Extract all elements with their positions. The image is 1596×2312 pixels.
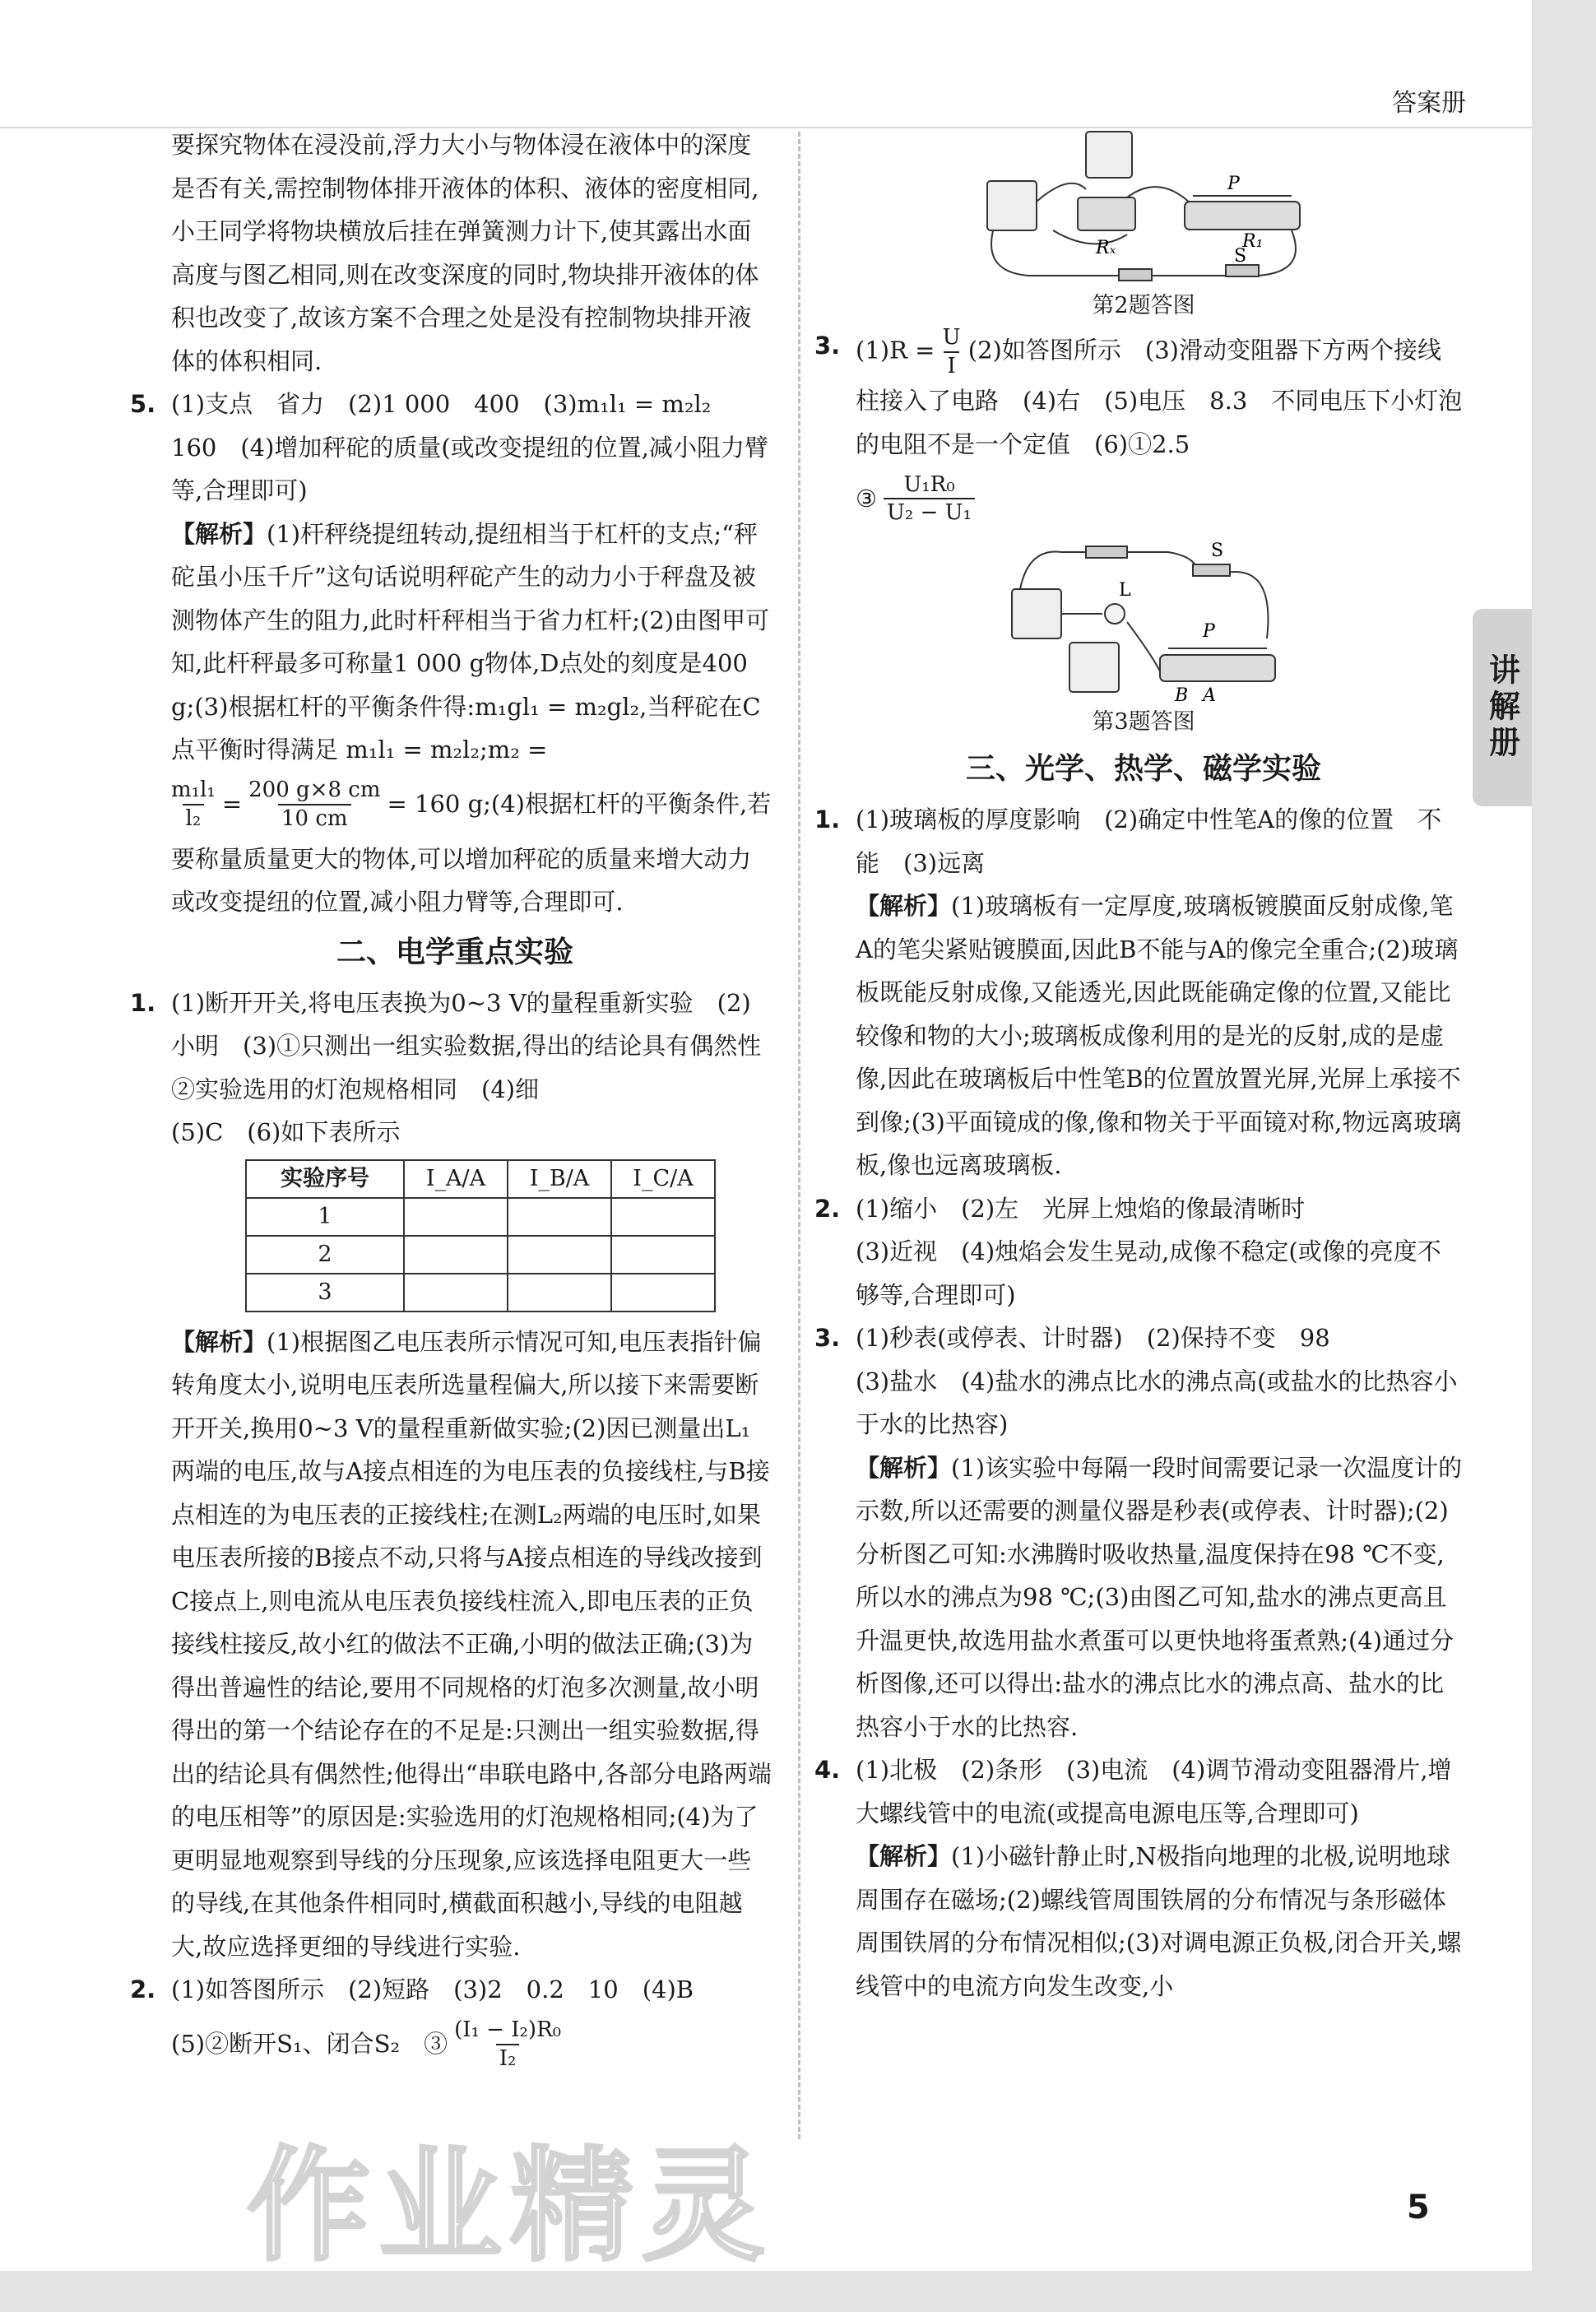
wire	[1127, 552, 1197, 569]
circuit-diagram-3	[995, 532, 1292, 704]
resistor-rx	[1078, 197, 1135, 230]
question-number: 3.	[814, 1324, 841, 1352]
table-cell: 1	[246, 1198, 404, 1236]
table-row	[246, 1274, 715, 1312]
question-5	[130, 383, 772, 924]
ammeter	[1086, 132, 1132, 178]
side-tab[interactable]	[1473, 609, 1532, 806]
wire	[1127, 622, 1160, 671]
question-number: 5.	[130, 390, 156, 418]
battery	[1119, 269, 1152, 281]
header-label: 答案册	[1392, 89, 1466, 118]
numerator: (I₁ − I₂)R₀	[454, 2017, 562, 2042]
answer-text: (1)秒表(或停表、计时器) (2)保持不变 98	[856, 1324, 1330, 1352]
analysis-text: 要称量质量更大的物体,可以增加秤砣的质量来增大动力或改变提纽的位置,减小阻力臂等,合理即可.	[171, 844, 752, 916]
numerator: U	[942, 325, 961, 350]
wire	[1259, 230, 1296, 276]
switch	[1193, 564, 1230, 576]
analysis	[171, 1321, 772, 1969]
analysis-text: = 160 g;(4)根据杠杆的平衡条件,若	[387, 790, 772, 818]
analysis	[856, 884, 1464, 1187]
analysis-text: (1)该实验中每隔一段时间需要记录一次温度计的示数,所以还需要的测量仪器是秒表(或停表、计时器);(2)分析图乙可知:水沸腾时吸收热量,温度保持在98 ℃不变,所以水的沸点为98 ℃;(3)由图乙可知,盐水的沸点更高且升温更快,故选用盐水煮蛋可以更快地将蛋煮熟;(4)通过分析图像,还可以得出:盐水的沸点比水的沸点高、盐水的比热容小于水的比热容.	[856, 1453, 1463, 1741]
analysis-text: (1)玻璃板有一定厚度,玻璃板镀膜面反射成像,笔A的笔尖紧贴镀膜面,因此B不能与A的像完全重合;(2)玻璃板既能反射成像,又能透光,因此既能确定像的位置,又能比较像和物的大小;玻璃板成像利用的是光的反射,成的是虚像,因此在玻璃板后中性笔B的位置放置光屏,光屏上承接不到像;(3)平面镜成的像,像和物关于平面镜对称,物远离玻璃板,像也远离玻璃板.	[856, 892, 1462, 1179]
battery	[1086, 546, 1127, 558]
label-a: A	[1203, 685, 1216, 704]
intro-paragraph: 要探究物体在浸没前,浮力大小与物体浸在液体中的深度是否有关,需控制物体排开液体的体积、液体的密度相同,小王同学将物块横放后挂在弹簧测力计下,使其露出水面高度与图乙相同,则在改变深度的同时,物块排开液体的体积也改变了,故该方案不合理之处是没有控制物块排开液体的体积相同.	[171, 131, 759, 375]
numerator: U₁R₀	[903, 471, 955, 497]
denominator: U₂ − U₁	[884, 498, 975, 527]
answer-line	[856, 466, 1464, 532]
side-tab-label: 讲解册	[1483, 653, 1520, 762]
answer-text: (5)②断开S₁、闭合S₂ ③	[171, 2030, 448, 2058]
denominator: l₂	[183, 804, 205, 833]
page-number: 5	[1407, 2189, 1430, 2226]
resistance-formula	[171, 2017, 561, 2072]
question-number: 2.	[814, 1194, 841, 1223]
rheostat	[1160, 655, 1275, 681]
left-column	[130, 123, 786, 2078]
wire	[1053, 230, 1127, 244]
section-title: 三、光学、热学、磁学实验	[965, 752, 1321, 786]
analysis-text: (1)杆秤绕提纽转动,提纽相当于杠杆的支点;“秤砣虽小压千斤”这句话说明秤砣产生的动力小于秤盘及被测物体产生的阻力,此时杆秤相当于省力杠杆;(2)由图甲可知,此杆秤最多可称量1 000 g物体,D点处的刻度是400 g;(3)根据杠杆的平衡条件得:m₁gl₁ = m₂gl₂,当秤砣在C点平衡时得满足 m₁l₁ = m₂l₂;m₂ =	[171, 519, 770, 764]
switch	[1226, 265, 1259, 276]
numerator: 200 g×8 cm	[248, 778, 381, 802]
fraction	[884, 471, 975, 527]
figure-3	[823, 532, 1464, 740]
question-number: 4.	[814, 1756, 841, 1784]
fraction	[943, 324, 961, 379]
answer-text: (1)R =	[856, 336, 935, 364]
answer-text: ③	[856, 484, 877, 513]
magnetism-question-4	[814, 1748, 1464, 2008]
data-table	[245, 1159, 716, 1312]
watermark: 作业精灵	[247, 2135, 774, 2278]
wire	[1226, 572, 1268, 638]
optics-question-1	[814, 798, 1464, 1187]
answer-text: 160 (4)增加秤砣的质量(或改变提纽的位置,减小阻力臂等,合理即可)	[171, 433, 768, 504]
label-rx: Rₓ	[1096, 238, 1116, 258]
answer-text: (5)C (6)如下表所示	[171, 1118, 401, 1146]
question-number: 2.	[130, 1975, 156, 2003]
analysis-tag: 【解析】	[856, 1453, 952, 1482]
analysis-tag: 【解析】	[171, 1327, 267, 1356]
label-r1: R₁	[1242, 231, 1264, 252]
denominator: 10 cm	[278, 804, 351, 833]
table-header: I_B/A	[508, 1160, 611, 1198]
rheostat	[1185, 202, 1300, 230]
question-1	[130, 982, 786, 1969]
figure-2	[823, 123, 1464, 324]
heat-question-3	[814, 1316, 1464, 1748]
calculation-line	[171, 772, 772, 838]
lamp	[1105, 604, 1125, 624]
table-cell: 3	[246, 1274, 404, 1312]
fraction	[171, 777, 216, 832]
ammeter	[1012, 589, 1061, 638]
question-3	[814, 324, 1464, 532]
answer-text: (3)盐水 (4)盐水的沸点比水的沸点高(或盐水的比热容小于水的比热容)	[856, 1367, 1458, 1438]
mass-formula	[171, 777, 771, 832]
figure-caption: 第3题答图	[1092, 709, 1195, 735]
answer-text: (1)北极 (2)条形 (3)电流 (4)调节滑动变阻器滑片,增大螺线管中的电流(或提高电源电压等,合理即可)	[856, 1756, 1452, 1827]
question-2	[130, 1968, 772, 2078]
answer-text: (3)近视 (4)烛焰会发生晃动,成像不稳定(或像的亮度不够等,合理即可)	[856, 1237, 1441, 1309]
numerator: m₁l₁	[171, 778, 216, 802]
answer-text: (1)玻璃板的厚度影响 (2)确定中性笔A的像的位置 不能 (3)远离	[856, 805, 1442, 877]
figure-caption: 第2题答图	[1092, 293, 1195, 318]
fraction	[248, 777, 380, 832]
table-header: I_A/A	[404, 1160, 508, 1198]
table-header-row	[246, 1160, 715, 1198]
analysis-tag: 【解析】	[856, 892, 952, 920]
label-p: P	[1227, 174, 1240, 194]
optics-question-2	[814, 1187, 1464, 1317]
label-s: S	[1211, 541, 1224, 561]
resistance-formula	[856, 471, 975, 527]
column-divider	[798, 132, 800, 2139]
table-row	[246, 1236, 715, 1274]
analysis	[171, 513, 772, 772]
analysis-tag: 【解析】	[171, 519, 267, 548]
answer-text: (2)如答图所示 (3)滑动变阻器下方两个接线柱接入了电路 (4)右 (5)电压 8.3 不同电压下小灯泡的电阻不是一个定值 (6)①2.5	[856, 336, 1463, 458]
voltmeter	[987, 181, 1037, 230]
section-title: 二、电学重点实验	[336, 935, 573, 969]
label-l: L	[1119, 580, 1131, 601]
analysis-text: (1)小磁针静止时,N极指向地理的北极,说明地球周围存在磁场;(2)螺线管周围铁屑的分布情况与条形磁体周围铁屑的分布情况相似;(3)对调电源正负极,闭合开关,螺线管中的电流方向发生改变,小	[856, 1842, 1462, 2000]
analysis	[856, 1835, 1464, 2008]
question-number: 1.	[130, 988, 156, 1017]
answer-text: (1)如答图所示 (2)短路 (3)2 0.2 10 (4)B	[171, 1975, 694, 2003]
answer-text: (1)支点 省力 (2)1 000 400 (3)m₁l₁ = m₂l₂	[171, 390, 712, 418]
table-header: I_C/A	[611, 1160, 715, 1198]
denominator: I₂	[496, 2044, 520, 2073]
answer-line	[171, 2012, 772, 2078]
analysis-tag: 【解析】	[856, 1842, 952, 1870]
equals-sign: =	[221, 790, 243, 818]
wire	[1020, 552, 1086, 589]
table-row	[246, 1198, 715, 1236]
table-cell: 2	[246, 1236, 404, 1274]
answer-text: (1)缩小 (2)左 光屏上烛焰的像最清晰时	[856, 1194, 1306, 1223]
wire	[1127, 187, 1193, 206]
answer-line	[856, 324, 1464, 466]
label-p: P	[1203, 621, 1215, 642]
circuit-diagram-2	[963, 123, 1325, 288]
analysis	[856, 1446, 1464, 1749]
analysis-text: (1)根据图乙电压表所示情况可知,电压表指针偏转角度太小,说明电压表所选量程偏大,所以接下来需要断开开关,换用0~3 V的量程重新做实验;(2)因已测量出L₁两端的电压,故与A接点相连的为电压表的负接线柱,与B接点相连的为电压表的正接线柱;在测L₂两端的电压时,如果电压表所接的B接点不动,只将与A接点相连的导线改接到C接点上,则电流从电压表负接线柱流入,即电压表的正负接线柱接反,故小红的做法不正确,小明的做法正确;(3)为得出普遍性的结论,要用不同规格的灯泡多次测量,故小明得出的第一个结论存在的不足是:只测出一组实验数据,得出的结论具有偶然性;他得出“串联电路中,各部分电路两端的电压相等”的原因是:实验选用的灯泡规格相同;(4)为了更明显地观察到导线的分压现象,应该选择电阻更大一些的导线,在其他条件相同时,横截面积越小,导线的电阻越大,故应选择更细的导线进行实验.	[171, 1327, 772, 1961]
question-number: 3.	[814, 332, 841, 360]
question-number: 1.	[814, 805, 841, 833]
denominator: I	[944, 351, 958, 380]
voltmeter	[1069, 643, 1119, 692]
table-header: 实验序号	[246, 1160, 404, 1198]
right-column	[814, 123, 1464, 2008]
fraction	[454, 2017, 561, 2072]
label-s: S	[1234, 246, 1247, 267]
answer-text: (1)断开开关,将电压表换为0~3 V的量程重新实验 (2)小明 (3)①只测出一组实验数据,得出的结论具有偶然性 ②实验选用的灯泡规格相同 (4)细	[171, 988, 786, 1103]
label-b: B	[1175, 685, 1189, 704]
